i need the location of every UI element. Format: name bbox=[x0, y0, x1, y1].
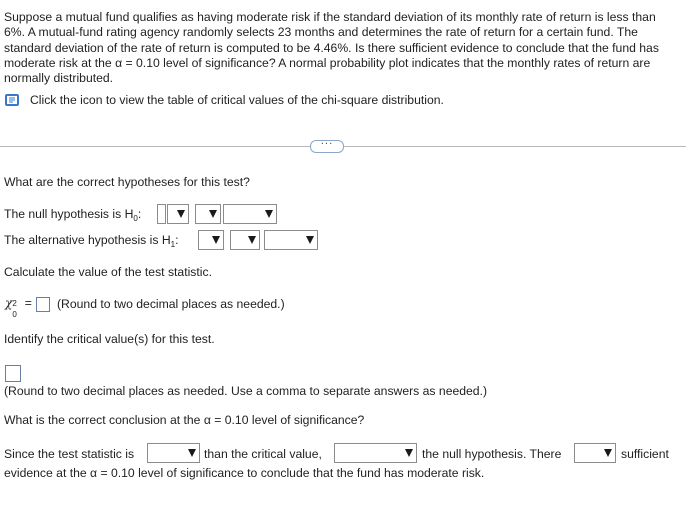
conclusion-part2: than the critical value, bbox=[204, 447, 322, 461]
chevron-down-icon bbox=[405, 449, 413, 457]
alt-operator-dropdown[interactable] bbox=[230, 230, 260, 250]
critical-prompt: Identify the critical value(s) for this test. bbox=[4, 332, 215, 346]
critical-value-input[interactable] bbox=[5, 365, 21, 382]
test-statistic-input[interactable] bbox=[36, 297, 50, 312]
conclusion-part1: Since the test statistic is bbox=[4, 447, 135, 461]
comparison-dropdown[interactable] bbox=[147, 443, 200, 463]
statistic-prompt: Calculate the value of the test statistic. bbox=[4, 265, 212, 279]
conclusion-part3: the null hypothesis. There bbox=[422, 447, 562, 461]
more-button[interactable]: ··· bbox=[310, 140, 344, 153]
chevron-down-icon bbox=[212, 236, 220, 244]
null-operator-dropdown[interactable] bbox=[195, 204, 221, 224]
conclusion-line2: evidence at the α = 0.10 level of significance to conclude that the fund has moderate risk. bbox=[4, 466, 485, 480]
alt-parameter-dropdown[interactable] bbox=[198, 230, 224, 250]
critical-hint: (Round to two decimal places as needed. Use a comma to separate answers as needed.) bbox=[4, 384, 488, 398]
chi-square-table-link[interactable] bbox=[4, 93, 444, 107]
hypotheses-question: What are the correct hypotheses for this test? bbox=[4, 175, 250, 189]
chevron-down-icon bbox=[177, 210, 185, 218]
chevron-down-icon bbox=[306, 236, 314, 244]
statistic-hint: (Round to two decimal places as needed.) bbox=[57, 297, 285, 311]
null-value-dropdown[interactable] bbox=[223, 204, 277, 224]
null-hypothesis-label: The null hypothesis is $H_0$: bbox=[4, 207, 142, 223]
conclusion-part4: sufficient bbox=[621, 447, 669, 461]
decision-dropdown[interactable] bbox=[334, 443, 417, 463]
chevron-down-icon bbox=[209, 210, 217, 218]
chevron-down-icon bbox=[604, 449, 612, 457]
alt-hypothesis-label: The alternative hypothesis is $H_1$: bbox=[4, 233, 179, 249]
icon-link-text: Click the icon to view the table of critical values of the chi-square distribution. bbox=[30, 93, 444, 107]
problem-statement: Suppose a mutual fund qualifies as having moderate risk if the standard deviation of its monthly rate of return is less than 6%. A mutual-fund rating agency randomly selects 23 months and determines the rate of return for a certain fund. The standard deviation of the rate of return is computed to be 4.46%. Is there sufficient evidence to conclude that the fund has moderate risk at the α = 0.10 level of significance? A normal probability plot indicates that the monthly rates of return are normally distributed. bbox=[4, 10, 659, 86]
evidence-dropdown[interactable] bbox=[574, 443, 616, 463]
null-parameter-dropdown[interactable] bbox=[167, 204, 189, 224]
chi-square-symbol: χ 2 0 = bbox=[5, 296, 32, 319]
table-book-icon[interactable] bbox=[4, 93, 21, 107]
conclusion-question: What is the correct conclusion at the α = 0.10 level of significance? bbox=[4, 413, 365, 427]
chevron-down-icon bbox=[265, 210, 273, 218]
null-param-dropdown[interactable] bbox=[157, 204, 166, 224]
alt-value-dropdown[interactable] bbox=[264, 230, 318, 250]
chevron-down-icon bbox=[248, 236, 256, 244]
chevron-down-icon bbox=[188, 449, 196, 457]
